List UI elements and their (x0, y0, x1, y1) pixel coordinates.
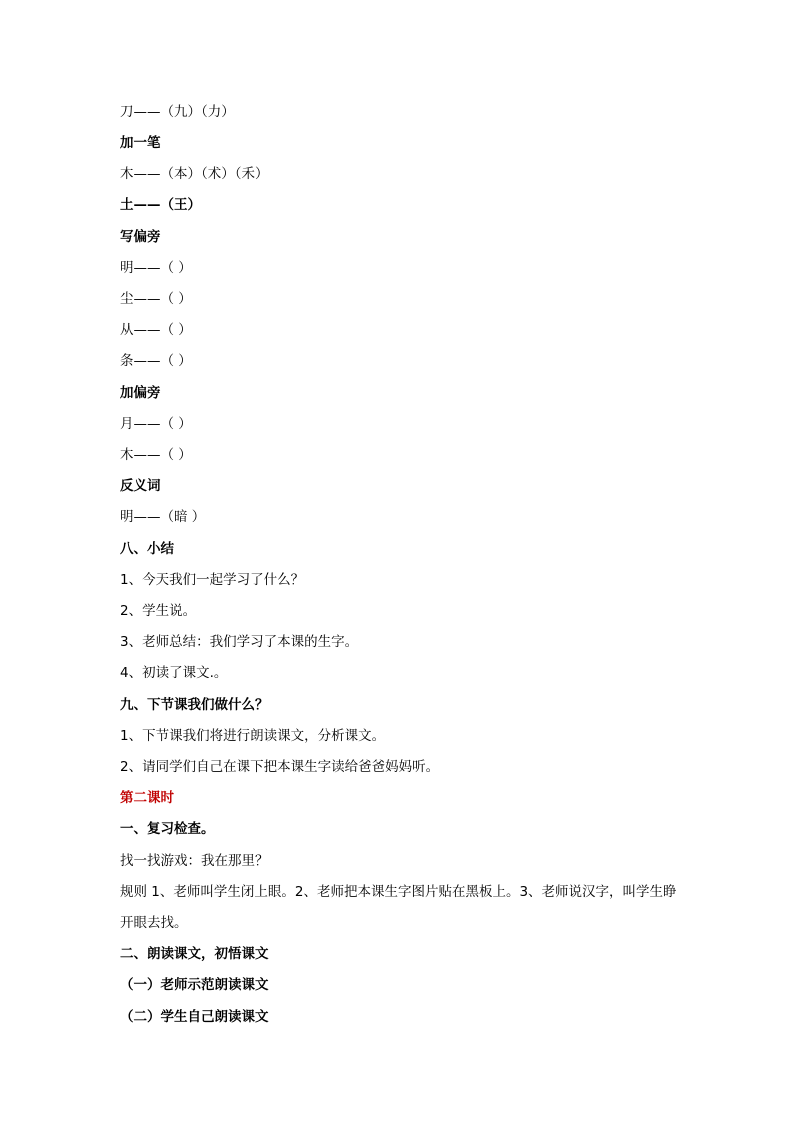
section-heading-next-class: 九、下节课我们做什么？ (120, 697, 269, 713)
section-heading-summary: 八、小结 (120, 541, 174, 557)
paragraph-rules: 规则 1、老师叫学生闭上眼。2、老师把本课生字图片贴在黑板上。3、老师说汉字，叫学生睁开眼去找。 (120, 884, 677, 931)
list-item: 2、学生说。 (120, 603, 197, 619)
section-heading-write-radical: 写偏旁 (120, 229, 161, 245)
exercise-line: 明——（暗 ） (120, 509, 206, 525)
exercise-line-bold: 土——（王） (120, 197, 201, 213)
subsection-heading: （一）老师示范朗读课文 (120, 977, 269, 993)
exercise-line: 从——（ ） (120, 322, 192, 338)
list-item: 4、初读了课文.。 (120, 665, 228, 681)
list-item: 2、请同学们自己在课下把本课生字读给爸爸妈妈听。 (120, 759, 440, 775)
lesson-heading-second-period: 第二课时 (120, 790, 174, 806)
exercise-line: 木——（本）（术）（禾） (120, 166, 269, 182)
list-item: 1、今天我们一起学习了什么？ (120, 572, 305, 588)
section-heading-add-stroke: 加一笔 (120, 135, 161, 151)
exercise-line: 刀——（九）（力） (120, 104, 235, 120)
exercise-line: 月——（ ） (120, 416, 192, 432)
section-heading-review: 一、复习检查。 (120, 821, 215, 837)
exercise-line: 尘——（ ） (120, 291, 192, 307)
exercise-line: 木——（ ） (120, 447, 192, 463)
section-heading-reading: 二、朗读课文，初悟课文 (120, 946, 269, 962)
section-heading-add-radical: 加偏旁 (120, 385, 161, 401)
list-item: 1、下节课我们将进行朗读课文，分析课文。 (120, 728, 386, 744)
exercise-line: 明——（ ） (120, 260, 192, 276)
subsection-heading: （二）学生自己朗读课文 (120, 1009, 269, 1025)
section-heading-antonym: 反义词 (120, 478, 161, 494)
paragraph: 找一找游戏：我在那里？ (120, 853, 269, 869)
exercise-line: 条——（ ） (120, 353, 192, 369)
list-item: 3、老师总结：我们学习了本课的生字。 (120, 634, 359, 650)
